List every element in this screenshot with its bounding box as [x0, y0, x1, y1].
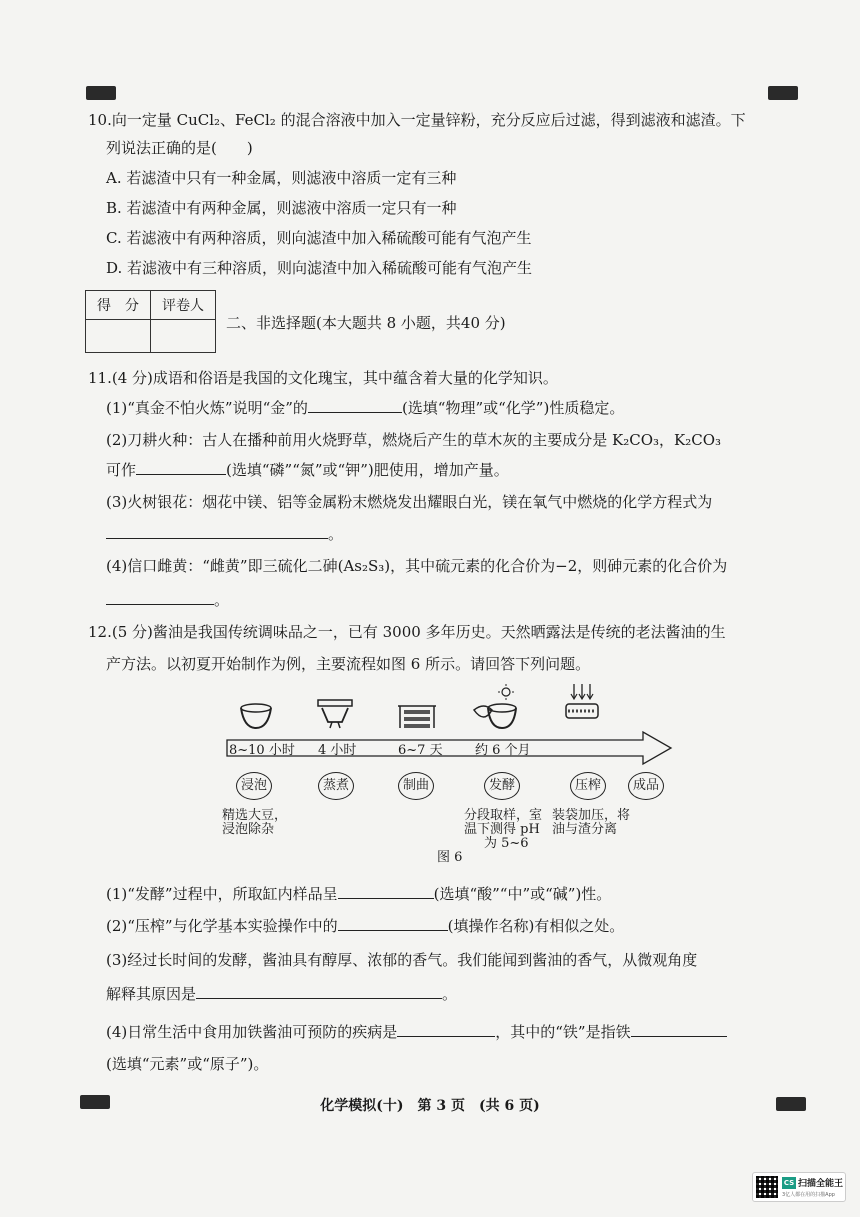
- q12-part1: [106, 884, 611, 904]
- grader-label: 评卷人: [151, 291, 216, 320]
- q10-option-a: A. 若滤渣中只有一种金属，则滤液中溶质一定有三种: [106, 169, 457, 187]
- q12-part4-text-a: (4)日常生活中食用加铁酱油可预防的疾病是: [106, 1023, 398, 1041]
- q12-part4-answer-blank-1[interactable]: [397, 1022, 495, 1037]
- q12-part1-text-b: (选填“酸”“中”或“碱”)性。: [433, 885, 612, 903]
- duration-koji: 6~7 天: [398, 743, 443, 758]
- q12-part3-line2: [106, 984, 457, 1004]
- steamer-icon: [314, 698, 356, 730]
- soaking-bowl-icon: [236, 700, 276, 730]
- q10-option-d: D. 若滤液中有三种溶质，则向滤渣中加入稀硫酸可能有气泡产生: [106, 259, 533, 277]
- grader-cell[interactable]: [151, 320, 216, 353]
- q11-part3-line2: [106, 524, 343, 544]
- scanner-watermark: [752, 1172, 846, 1202]
- q11-part1: [106, 398, 624, 418]
- note-ferment-2: 温下测得 pH: [464, 822, 540, 837]
- q11-part3-line1: (3)火树银花：烟花中镁、铝等金属粉末燃烧发出耀眼白光，镁在氧气中燃烧的化学方程式为: [106, 493, 713, 511]
- q12-part3-line1: (3)经过长时间的发酵，酱油具有醇厚、浓郁的香气。我们能闻到酱油的香气，从微观角度: [106, 951, 698, 969]
- q12-part2: [106, 916, 624, 936]
- duration-soak: 8~10 小时: [229, 743, 295, 758]
- q11-part3-answer-blank[interactable]: [106, 524, 328, 539]
- q12-stem-line1: 12.(5 分)酱油是我国传统调味品之一，已有 3000 多年历史。天然晒露法是传统的老法酱油的生: [88, 623, 726, 641]
- figure-caption: 图 6: [437, 850, 463, 865]
- q11-part4-answer-blank[interactable]: [106, 590, 214, 605]
- step-press: 压榨: [570, 772, 606, 800]
- score-cell[interactable]: [86, 320, 151, 353]
- page-footer: 化学模拟(十) 第 3 页 (共 6 页): [320, 1098, 540, 1114]
- q11-part4-line2: [106, 590, 229, 610]
- q10-option-b: B. 若滤渣中有两种金属，则滤液中溶质一定只有一种: [106, 199, 457, 217]
- q11-part2-line2: [106, 460, 509, 480]
- q11-part2-text-c: (选填“磷”“氮”或“钾”)肥使用，增加产量。: [226, 461, 509, 479]
- scanner-logo: CS: [783, 1179, 795, 1187]
- duration-ferment: 约 6 个月: [475, 743, 531, 758]
- q12-part2-text-a: (2)“压榨”与化学基本实验操作中的: [106, 917, 338, 935]
- note-ferment-3: 为 5~6: [484, 836, 529, 851]
- q12-part3-text-b: 解释其原因是: [106, 985, 197, 1003]
- step-soak: 浸泡: [236, 772, 272, 800]
- q10-stem-line2: 列说法正确的是( ): [106, 139, 253, 157]
- q11-part1-answer-blank[interactable]: [308, 398, 402, 413]
- q10-stem-line1: 10.向一定量 CuCl₂、FeCl₂ 的混合溶液中加入一定量锌粉，充分反应后过滤，得到滤液和滤渣。下: [88, 111, 746, 129]
- scanner-subtitle: 3亿人都在用的扫描App: [782, 1192, 835, 1198]
- q12-part1-answer-blank[interactable]: [338, 884, 434, 899]
- q11-part2-line1: (2)刀耕火种：古人在播种前用火烧野草，燃烧后产生的草木灰的主要成分是 K₂CO₃，K₂CO₃: [106, 431, 722, 449]
- fermenting-vat-icon: [470, 684, 522, 730]
- note-press-1: 装袋加压，将: [552, 808, 631, 823]
- step-koji: 制曲: [398, 772, 434, 800]
- q11-part4-end: 。: [214, 591, 230, 609]
- step-ferment: 发酵: [484, 772, 520, 800]
- registration-mark-top-left: [86, 86, 116, 100]
- q11-part4-line1: (4)信口雌黄：“雌黄”即三硫化二砷(As₂S₃)，其中硫元素的化合价为−2，则砷元素的化合价为: [106, 557, 728, 575]
- note-ferment-1: 分段取样，室: [464, 808, 543, 823]
- q12-part1-text-a: (1)“发酵”过程中，所取缸内样品呈: [106, 885, 338, 903]
- registration-mark-top-right: [768, 86, 798, 100]
- score-label: 得 分: [86, 291, 151, 320]
- q11-part2-answer-blank[interactable]: [136, 460, 226, 475]
- q12-part4-line1: [106, 1022, 727, 1042]
- q12-part4-text-b: ，其中的“铁”是指铁: [495, 1023, 631, 1041]
- q11-part3-end: 。: [328, 525, 344, 543]
- q11-part1-text-a: (1)“真金不怕火炼”说明“金”的: [106, 399, 308, 417]
- note-soak-1: 精选大豆，: [222, 808, 288, 823]
- q12-part3-end: 。: [442, 985, 458, 1003]
- q11-stem: 11.(4 分)成语和俗语是我国的文化瑰宝，其中蕴含着大量的化学知识。: [88, 369, 558, 387]
- q12-stem-line2: 产方法。以初夏开始制作为例，主要流程如图 6 所示。请回答下列问题。: [106, 655, 591, 673]
- step-steam: 蒸煮: [318, 772, 354, 800]
- q12-part4-line2: (选填“元素”或“原子”)。: [106, 1055, 269, 1073]
- section2-title: 二、非选择题(本大题共 8 小题，共40 分): [226, 314, 506, 332]
- q12-part3-answer-blank[interactable]: [196, 984, 442, 999]
- note-soak-2: 浸泡除杂: [222, 822, 275, 837]
- q11-part2-text-b: 可作: [106, 461, 137, 479]
- q12-part4-answer-blank-2[interactable]: [631, 1022, 727, 1037]
- step-product: 成品: [628, 772, 664, 800]
- qr-code-icon: [756, 1176, 778, 1198]
- q10-option-c: C. 若滤液中有两种溶质，则向滤渣中加入稀硫酸可能有气泡产生: [106, 229, 532, 247]
- score-table: [85, 290, 216, 353]
- note-press-2: 油与渣分离: [552, 822, 618, 837]
- press-icon: [562, 684, 602, 730]
- koji-trays-icon: [396, 702, 438, 730]
- q11-part1-text-b: (选填“物理”或“化学”)性质稳定。: [401, 399, 625, 417]
- q12-part2-answer-blank[interactable]: [338, 916, 448, 931]
- q12-part2-text-b: (填操作名称)有相似之处。: [447, 917, 625, 935]
- scanner-name: 扫描全能王: [798, 1179, 844, 1189]
- duration-steam: 4 小时: [318, 743, 357, 758]
